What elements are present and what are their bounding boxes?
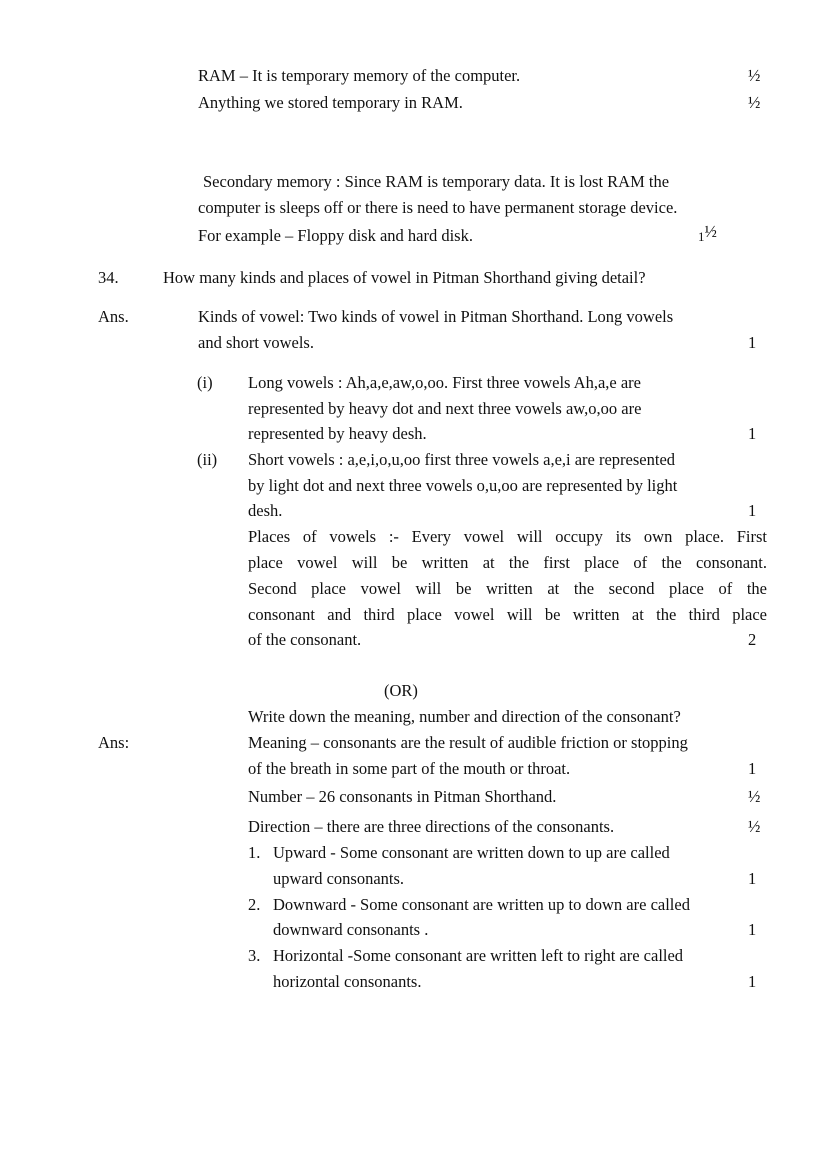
direction-item-line-2: downward consonants . [273,920,429,939]
direction-item-line-1: Downward - Some consonant are written up to down are called [273,895,690,914]
question-number: 34. [98,268,119,287]
direction-item-line-2: horizontal consonants. [273,972,422,991]
direction-mark: ½ [748,817,761,836]
short-vowel-line-2: by light dot and next three vowels o,u,oo are represented by light [248,476,678,495]
meaning-line-2: of the breath in some part of the mouth or throat. [248,759,571,778]
meaning-mark: 1 [748,759,757,778]
long-vowel-line-3: represented by heavy desh. [248,424,427,443]
secondary-mark-fraction: ½ [704,222,717,241]
kinds-line-1: Kinds of vowel: Two kinds of vowel in Pitman Shorthand. Long vowels [198,307,674,326]
secondary-line-3: For example – Floppy disk and hard disk. [198,226,473,245]
short-vowel-line-1: Short vowels : a,e,i,o,u,oo first three vowels a,e,i are represented [248,450,676,469]
kinds-line-2: and short vowels. [198,333,314,352]
direction-item-number: 2. [248,895,261,914]
short-vowel-marker: (ii) [197,450,218,469]
places-line-5: of the consonant. [248,630,362,649]
or-answer-label: Ans: [98,733,130,752]
direction-item-mark: 1 [748,920,757,939]
secondary-mark-whole: 1 [698,229,705,244]
places-line-4: consonant and third place vowel will be written at the third place [248,605,767,624]
answer-label: Ans. [98,307,129,326]
short-vowel-mark: 1 [748,501,757,520]
secondary-line-2: computer is sleeps off or there is need to have permanent storage device. [198,198,678,217]
or-label: (OR) [384,681,418,700]
meaning-line-1: Meaning – consonants are the result of audible friction or stopping [248,733,688,752]
direction-item-mark: 1 [748,972,757,991]
secondary-line-1: Secondary memory : Since RAM is temporary data. It is lost RAM the [203,172,670,191]
places-line-1: Places of vowels :- Every vowel will occupy its own place. First [248,527,767,546]
ram-line-1-mark: ½ [748,66,761,85]
ram-line-2: Anything we stored temporary in RAM. [198,93,463,112]
question-text: How many kinds and places of vowel in Pitman Shorthand giving detail? [163,268,646,287]
ram-line-2-mark: ½ [748,93,761,112]
direction-item-line-1: Upward - Some consonant are written down to up are called [273,843,670,862]
direction-item-number: 3. [248,946,261,965]
places-line-2: place vowel will be written at the first place of the consonant. [248,553,767,572]
places-mark: 2 [748,630,757,649]
short-vowel-line-3: desh. [248,501,283,520]
direction-item-mark: 1 [748,869,757,888]
kinds-mark: 1 [748,333,757,352]
long-vowel-line-2: represented by heavy dot and next three vowels aw,o,oo are [248,399,642,418]
direction-item-line-2: upward consonants. [273,869,405,888]
long-vowel-marker: (i) [197,373,213,392]
ram-line-1: RAM – It is temporary memory of the computer. [198,66,521,85]
long-vowel-mark: 1 [748,424,757,443]
direction-item-line-1: Horizontal -Some consonant are written left to right are called [273,946,684,965]
secondary-mark [698,222,717,247]
or-question: Write down the meaning, number and direction of the consonant? [248,707,681,726]
long-vowel-line-1: Long vowels : Ah,a,e,aw,o,oo. First three vowels Ah,a,e are [248,373,642,392]
direction-line: Direction – there are three directions of the consonants. [248,817,615,836]
places-line-3: Second place vowel will be written at the second place of the [248,579,767,598]
number-mark: ½ [748,787,761,806]
number-line: Number – 26 consonants in Pitman Shorthand. [248,787,557,806]
direction-item-number: 1. [248,843,261,862]
